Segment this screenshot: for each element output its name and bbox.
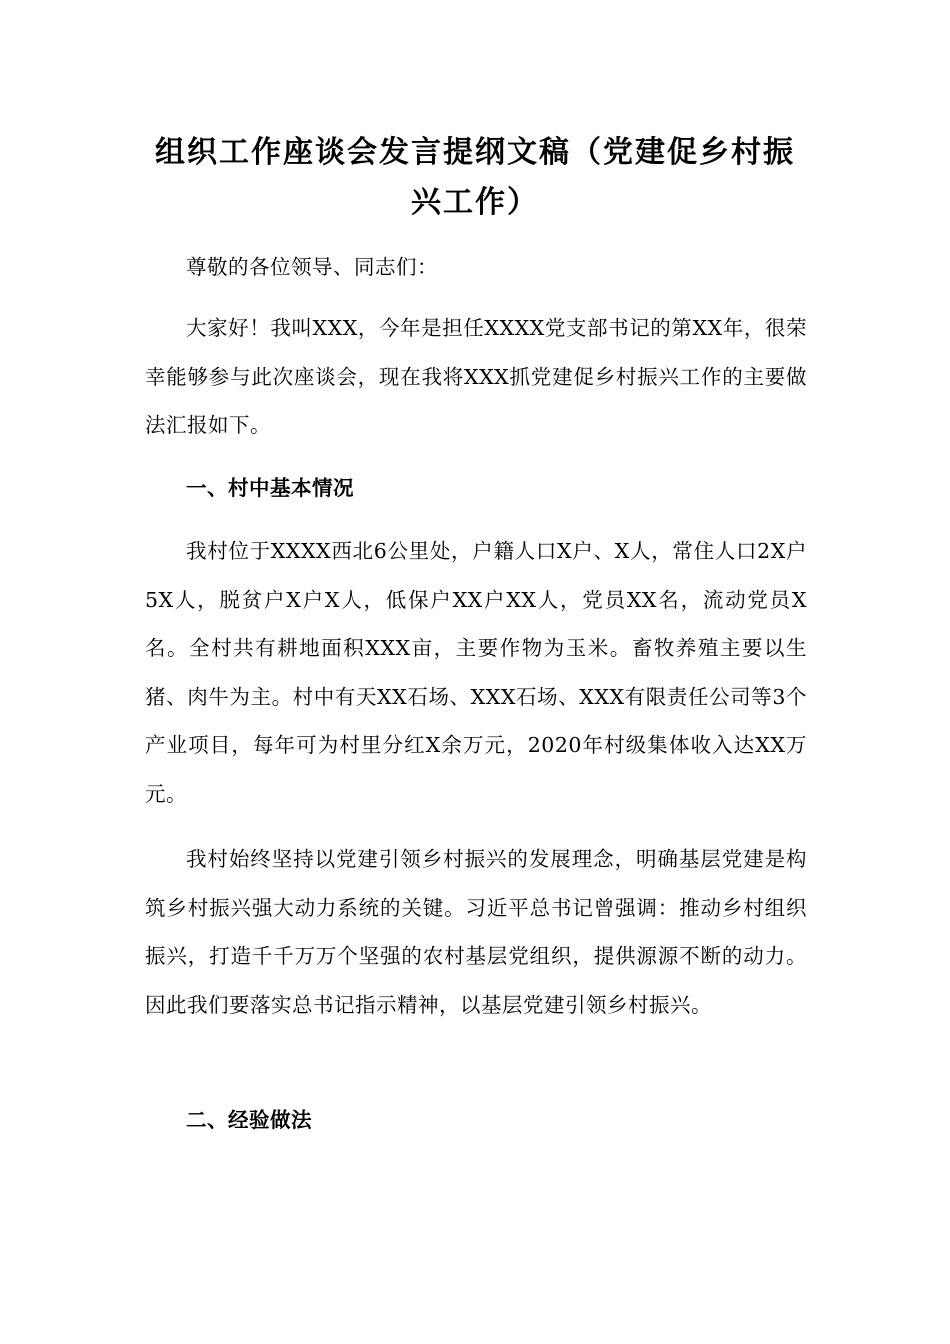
- section-heading-1: 一、村中基本情况: [186, 476, 354, 500]
- intro-paragraph: 大家好！我叫XXX，今年是担任XXXX党支部书记的第XX年，很荣幸能够参与此次座谈会，现在我将XXX抓党建促乡村振兴工作的主要做法汇报如下。: [145, 316, 807, 437]
- section-heading-2: 二、经验做法: [186, 1108, 312, 1132]
- document-title: 组织工作座谈会发言提纲文稿（党建促乡村振兴工作）: [155, 135, 795, 220]
- section1-paragraph-2: 我村始终坚持以党建引领乡村振兴的发展理念，明确基层党建是构筑乡村振兴强大动力系统的关键。习近平总书记曾强调：推动乡村组织振兴，打造千千万万个坚强的农村基层党组织，提供源源不断的动力。因此我们要落实总书记指示精神，以基层党建引领乡村振兴。: [145, 847, 807, 1017]
- section1-paragraph-1: 我村位于XXXX西北6公里处，户籍人口X户、X人，常住人口2X户5X人，脱贫户X户X人，低保户XX户XX人，党员XX名，流动党员X名。全村共有耕地面积XXX亩，主要作物为玉米。畜牧养殖主要以生猪、肉牛为主。村中有天XX石场、XXX石场、XXX有限责任公司等3个产业项目，每年可为村里分红X余万元，2020年村级集体收入达XX万元。: [145, 539, 807, 806]
- greeting-paragraph: 尊敬的各位领导、同志们：: [186, 255, 438, 279]
